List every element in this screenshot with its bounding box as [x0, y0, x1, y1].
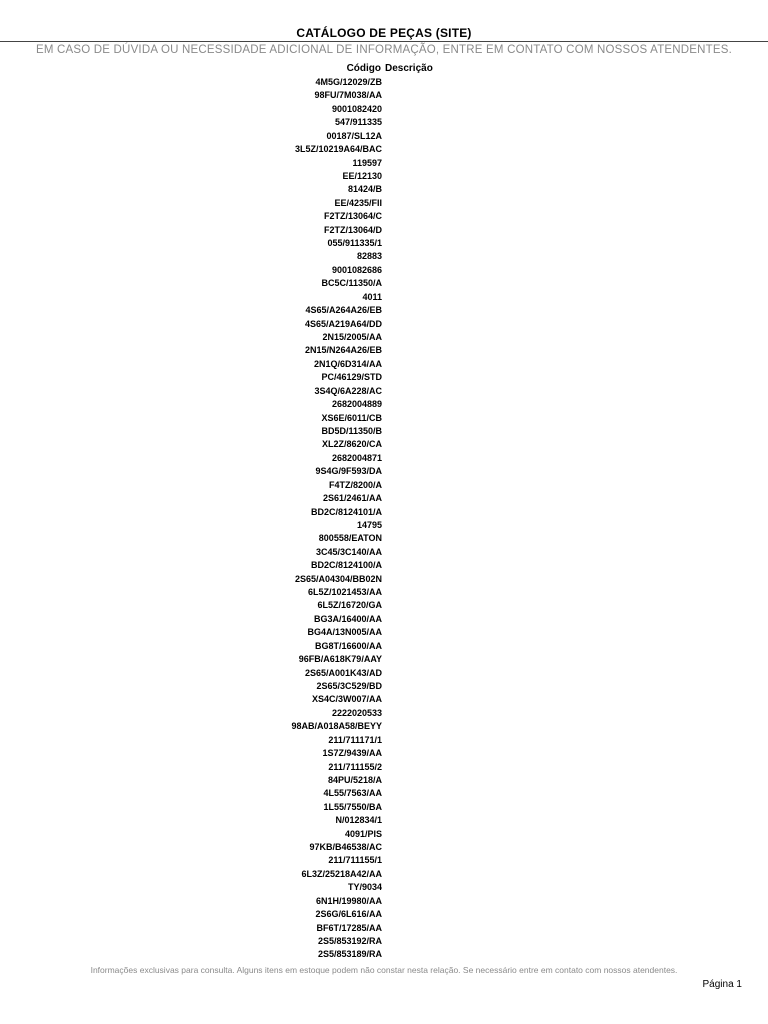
part-code-row: BF6T/17285/AA: [316, 922, 382, 933]
contact-notice: EM CASO DE DÚVIDA OU NECESSIDADE ADICIONAL DE INFORMAÇÃO, ENTRE EM CONTATO COM NOSSOS ATENDENTES.: [35, 44, 733, 56]
part-code-row: XS4C/3W007/AA: [311, 694, 382, 705]
part-code-row: 81424/B: [347, 184, 382, 195]
part-code-row: BD2C/8124100/A: [310, 560, 382, 571]
part-code-row: 4091/PIS: [344, 828, 382, 839]
part-code-row: 9001082420: [331, 103, 382, 114]
part-code-row: 2682004889: [331, 399, 382, 410]
part-code-row: 2222020533: [331, 707, 382, 718]
part-code-row: BG4A/13N005/AA: [307, 627, 382, 638]
part-code-row: 4011: [362, 291, 382, 302]
part-code-row: 6N1H/19980/AA: [315, 895, 382, 906]
part-code-row: 4S65/A219A64/DD: [304, 318, 382, 329]
part-code-row: PC/46129/STD: [321, 372, 382, 383]
part-code-row: EE/12130: [342, 170, 382, 181]
part-code-row: 4M5G/12029/ZB: [315, 77, 382, 87]
part-code-row: 98FU/7M038/AA: [314, 90, 382, 101]
part-code-row: 055/911335/1: [327, 238, 382, 249]
part-code-row: 3S4Q/6A228/AC: [314, 385, 382, 396]
part-code-row: 2682004871: [331, 452, 382, 463]
page-number: Página 1: [702, 979, 742, 990]
part-code-row: BD2C/8124101/A: [310, 506, 382, 517]
part-code-row: 97KB/B46538/AC: [309, 842, 382, 853]
part-code-row: 3L5Z/10219A64/BAC: [294, 144, 382, 155]
part-code-row: 2S6G/6L616/AA: [315, 909, 382, 920]
part-code-row: BC5C/11350/A: [321, 278, 382, 289]
part-code-row: 119597: [352, 157, 382, 168]
part-code-row: 211/711155/1: [328, 855, 382, 866]
part-code-row: 9001082686: [331, 264, 382, 275]
part-code-row: XS6E/6011/CB: [321, 412, 382, 423]
part-code-row: F2TZ/13064/C: [323, 211, 382, 222]
parts-code-list: [291, 76, 382, 962]
part-code-row: 2S5/853192/RA: [317, 936, 382, 946]
header-divider: [0, 41, 768, 42]
part-code-row: 3C45/3C140/AA: [315, 546, 382, 557]
part-code-row: 84PU/5218/A: [327, 774, 382, 785]
part-code-row: EE/4235/FII: [334, 197, 382, 208]
part-code-row: 1L55/7550/BA: [323, 801, 382, 812]
part-code-row: 547/911335: [334, 117, 382, 128]
part-code-row: 800558/EATON: [318, 533, 382, 544]
part-code-row: 00187/SL12A: [326, 130, 382, 141]
part-code-row: F4TZ/8200/A: [328, 479, 382, 490]
part-code-row: 6L5Z/16720/GA: [317, 600, 382, 611]
part-code-row: 2N15/N264A26/EB: [304, 345, 382, 356]
part-code-row: 2S61/2461/AA: [322, 493, 382, 504]
part-code-row: BG8T/16600/AA: [314, 640, 382, 651]
part-code-row: 14795: [356, 519, 382, 530]
part-code-row: BD5D/11350/B: [321, 425, 382, 436]
part-code-row: 2S65/A001K43/AD: [304, 667, 382, 678]
part-code-row: 2N1Q/6D314/AA: [313, 358, 382, 369]
part-code-row: 4L55/7563/AA: [323, 788, 382, 799]
part-code-row: 98AB/A018A58/BEYY: [291, 721, 382, 732]
part-code-row: 2S65/A04304/BB02N: [294, 573, 382, 584]
part-code-row: 2S5/853189/RA: [317, 949, 382, 960]
part-code-row: XL2Z/8620/CA: [321, 439, 382, 450]
part-code-row: BG3A/16400/AA: [313, 613, 382, 624]
part-code-row: 6L5Z/1021453/AA: [307, 587, 382, 598]
part-code-row: 211/711171/1: [328, 734, 382, 745]
column-header-description: Descrição: [385, 63, 433, 74]
part-code-row: F2TZ/13064/D: [323, 224, 382, 235]
part-code-row: 96FB/A618K79/AAY: [298, 654, 382, 665]
part-code-row: 2N15/2005/AA: [322, 332, 382, 343]
part-code-row: 6L3Z/25218A42/AA: [301, 868, 382, 879]
part-code-row: 82883: [356, 251, 382, 262]
page-title: CATÁLOGO DE PEÇAS (SITE): [296, 26, 472, 40]
footer-disclaimer: Informações exclusivas para consulta. Alguns itens em estoque podem não constar nesta relação. Se necessário entre em contato com nossos atendentes.: [90, 965, 678, 975]
column-header-code: Código: [346, 63, 381, 74]
part-code-row: 9S4G/9F593/DA: [315, 466, 382, 477]
part-code-row: 1S7Z/9439/AA: [322, 748, 382, 759]
part-code-row: TY/9034: [347, 882, 382, 893]
part-code-row: 211/711155/2: [328, 761, 382, 772]
part-code-row: N/012834/1: [335, 815, 382, 826]
part-code-row: 2S65/3C529/BD: [316, 680, 382, 691]
part-code-row: 4S65/A264A26/EB: [305, 305, 382, 316]
